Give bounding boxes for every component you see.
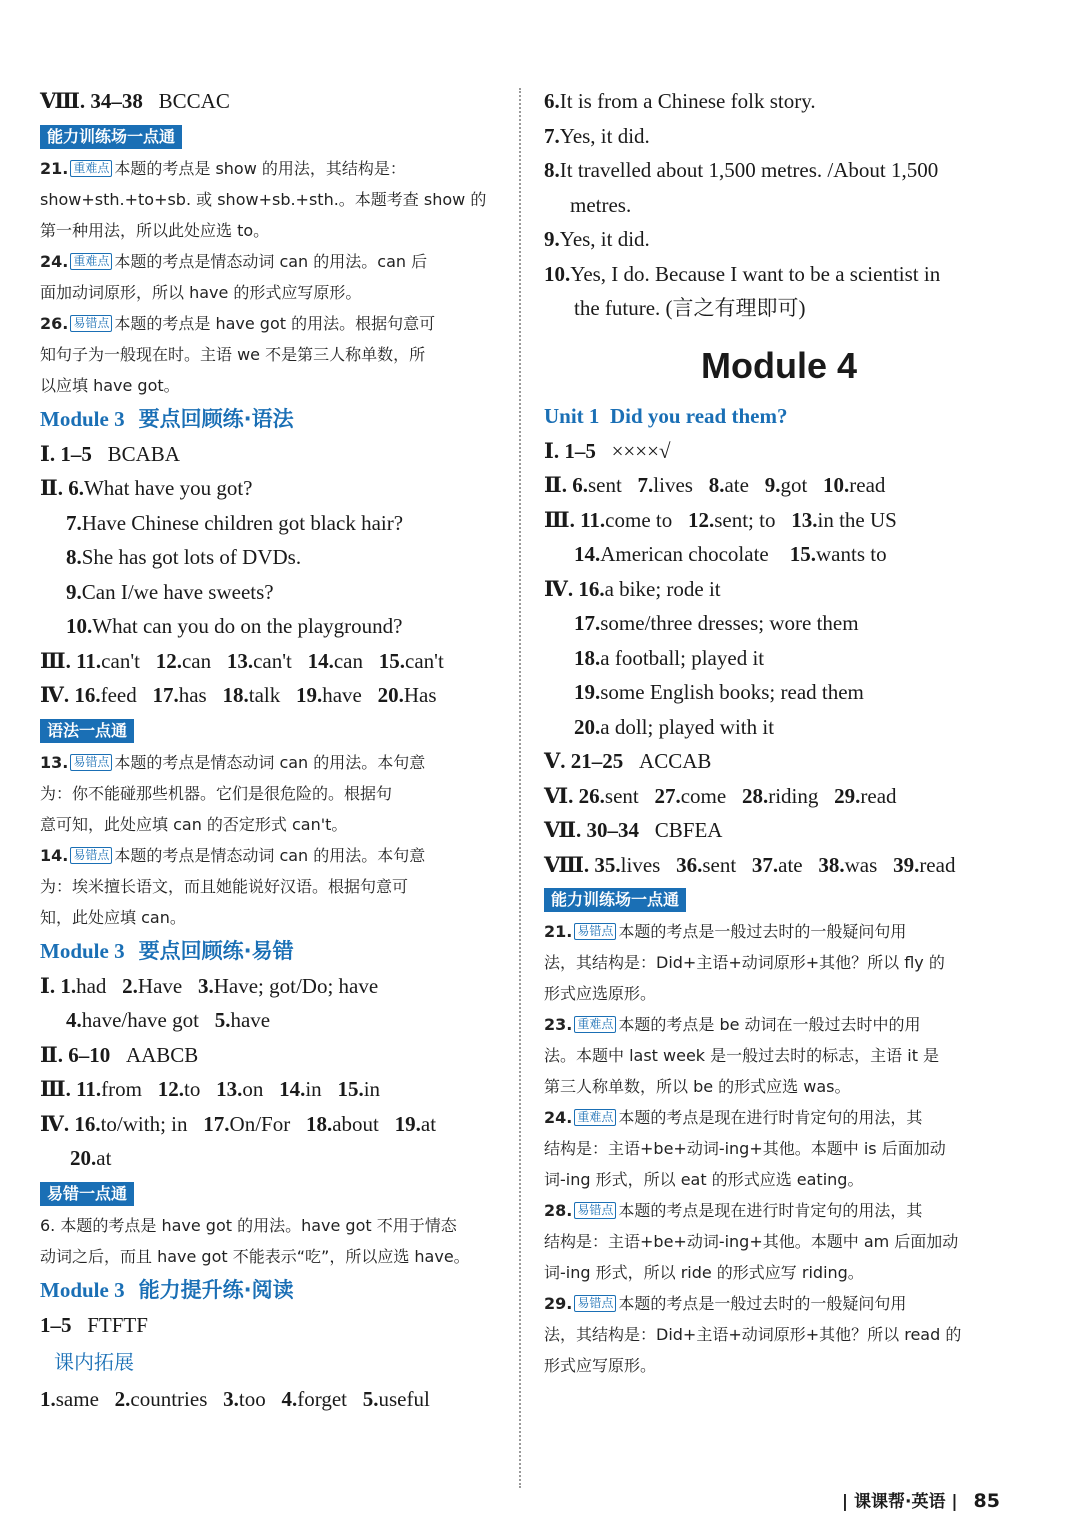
explanation-note: 29. 易错点 本题的考点是一般过去时的一般疑问句用 <box>544 1294 907 1313</box>
answer-line: Ⅷ. 34–38 BCCAC <box>40 89 230 113</box>
section-heading: Module 3 要点回顾练·易错 <box>40 938 294 963</box>
explanation-note: 法，其结构是：Did+主语+动词原形+其他？所以 read 的 <box>544 1325 962 1344</box>
explanation-note: 21. 重难点 本题的考点是 show 的用法，其结构是： <box>40 158 406 178</box>
answer-line: 20.a doll; played with it <box>574 714 775 739</box>
answer-line: Ⅱ. 6.What have you got? <box>40 476 253 500</box>
answer-line: Ⅲ. 11.can't 12.can 13.can't 14.can 15.can't <box>40 648 444 673</box>
difficulty-tag: 重难点 <box>70 253 112 270</box>
difficulty-tag: 易错点 <box>70 847 112 864</box>
explanation-note: 形式应选原形。 <box>544 984 657 1003</box>
difficulty-tag: 重难点 <box>70 160 112 177</box>
column-divider <box>519 88 521 1488</box>
explanation-note: 法，其结构是：Did+主语+动词原形+其他？所以 fly 的 <box>544 953 945 972</box>
answer-line: 17.some/three dresses; wore them <box>574 611 859 635</box>
explanation-note: 第一种用法，所以此处应选 to。 <box>40 220 270 240</box>
answer-line: Ⅰ. 1–5 ××××√ <box>544 438 671 463</box>
unit-heading: Unit 1 Did you read them? <box>544 403 788 428</box>
answer-line: Ⅷ. 35.lives 36.sent 37.ate 38.was 39.read <box>544 852 956 877</box>
explanation-note: 6. 本题的考点是 have got 的用法。have got 不用于情态 <box>40 1215 457 1235</box>
answer-line: 10.Yes, I do. Because I want to be a scientist in <box>544 261 941 286</box>
explanation-note: 21. 易错点 本题的考点是一般过去时的一般疑问句用 <box>544 922 907 941</box>
explanation-note: 26. 易错点 本题的考点是 have got 的用法。根据句意可 <box>40 313 436 333</box>
explanation-note: 为：埃米擅长语文，而且她能说好汉语。根据句意可 <box>40 876 409 896</box>
answer-line: 6.It is from a Chinese folk story. <box>544 89 816 113</box>
book-title: 课课帮·英语 <box>854 1492 946 1512</box>
explanation-note: 24. 重难点 本题的考点是现在进行时肯定句的用法，其 <box>544 1108 923 1127</box>
explanation-note: 为：你不能碰那些机器。它们是很危险的。根据句 <box>40 783 393 803</box>
right-column <box>544 84 1014 1381</box>
explanation-note: 第三人称单数，所以 be 的形式应选 was。 <box>544 1077 851 1096</box>
explanation-note: 24. 重难点 本题的考点是情态动词 can 的用法。can 后 <box>40 251 428 271</box>
answer-line: Ⅲ. 11.come to 12.sent; to 13.in the US <box>544 507 897 532</box>
difficulty-tag: 易错点 <box>574 1202 616 1219</box>
difficulty-tag: 易错点 <box>574 923 616 940</box>
answer-line: 19.some English books; read them <box>574 680 864 704</box>
explanation-note: 动词之后，而且 have got 不能表示“吃”，所以应选 have。 <box>40 1246 470 1266</box>
answer-line: 9.Can I/we have sweets? <box>66 579 274 604</box>
explanation-note: 知句子为一般现在时。主语 we 不是第三人称单数，所 <box>40 344 426 364</box>
answer-line: Ⅲ. 11.from 12.to 13.on 14.in 15.in <box>40 1077 381 1101</box>
explanation-note: 知，此处应填 can。 <box>40 907 186 927</box>
answer-line: the future. (言之有理即可) <box>574 296 806 320</box>
difficulty-tag: 重难点 <box>574 1109 616 1126</box>
answer-line: metres. <box>570 192 632 217</box>
answer-line: 8.It travelled about 1,500 metres. /About 1,500 <box>544 158 939 182</box>
explanation-note: 14. 易错点 本题的考点是情态动词 can 的用法。本句意 <box>40 845 426 865</box>
section-badge: 语法一点通 <box>40 719 134 743</box>
explanation-note: 28. 易错点 本题的考点是现在进行时肯定句的用法，其 <box>544 1201 923 1220</box>
answer-line: Ⅰ. 1.had 2.Have 3.Have; got/Do; have <box>40 973 379 998</box>
explanation-note: 词-ing 形式，所以 ride 的形式应写 riding。 <box>544 1263 864 1282</box>
answer-line: 1–5 FTFTF <box>40 1312 148 1337</box>
answer-line: 18.a football; played it <box>574 645 765 670</box>
answer-line: Ⅰ. 1–5 BCABA <box>40 441 180 466</box>
answer-line: 9.Yes, it did. <box>544 227 650 251</box>
explanation-note: 词-ing 形式，所以 eat 的形式应选 eating。 <box>544 1170 864 1189</box>
answer-line: 7.Have Chinese children got black hair? <box>66 510 404 535</box>
answer-line: Ⅳ. 16.to/with; in 17.On/For 18.about 19.at <box>40 1111 437 1136</box>
section-heading: Module 3 能力提升练·阅读 <box>40 1277 294 1302</box>
difficulty-tag: 易错点 <box>70 315 112 332</box>
answer-line: Ⅵ. 26.sent 27.come 28.riding 29.read <box>544 783 897 808</box>
explanation-note: 意可知，此处应填 can 的否定形式 can't。 <box>40 814 348 834</box>
explanation-note: 结构是：主语+be+动词-ing+其他。本题中 is 后面加动 <box>544 1139 946 1158</box>
answer-line: Ⅳ. 16.feed 17.has 18.talk 19.have 20.Has <box>40 683 437 707</box>
answer-line: Ⅴ. 21–25 ACCAB <box>544 749 712 773</box>
explanation-note: 法。本题中 last week 是一般过去时的标志，主语 it 是 <box>544 1046 940 1065</box>
answer-line: 20.at <box>70 1146 112 1170</box>
answer-line: 1.same 2.countries 3.too 4.forget 5.useful <box>40 1387 430 1411</box>
section-badge: 易错一点通 <box>40 1182 134 1206</box>
explanation-note: 形式应写原形。 <box>544 1356 657 1375</box>
explanation-note: 13. 易错点 本题的考点是情态动词 can 的用法。本句意 <box>40 752 426 772</box>
explanation-note: 面加动词原形，所以 have 的形式应写原形。 <box>40 282 362 302</box>
difficulty-tag: 易错点 <box>574 1295 616 1312</box>
section-badge: 能力训练场一点通 <box>544 888 686 912</box>
explanation-note: 23. 重难点 本题的考点是 be 动词在一般过去时中的用 <box>544 1015 921 1034</box>
answer-line: Ⅶ. 30–34 CBFEA <box>544 818 723 842</box>
section-badge: 能力训练场一点通 <box>40 125 182 149</box>
answer-line: 8.She has got lots of DVDs. <box>66 545 302 569</box>
answer-line: 14.American chocolate 15.wants to <box>574 542 887 566</box>
answer-line: 10.What can you do on the playground? <box>66 614 403 638</box>
answer-line: Ⅱ. 6.sent 7.lives 8.ate 9.got 10.read <box>544 473 886 497</box>
extension-heading: 课内拓展 <box>54 1350 134 1374</box>
explanation-note: show+sth.+to+sb. 或 show+sb.+sth.。本题考查 show 的 <box>40 189 487 209</box>
explanation-note: 以应填 have got。 <box>40 375 180 395</box>
answer-line: Ⅱ. 6–10 AABCB <box>40 1042 199 1067</box>
difficulty-tag: 易错点 <box>70 754 112 771</box>
page-footer: | 课课帮·英语 | 85 <box>841 1490 1000 1512</box>
difficulty-tag: 重难点 <box>574 1016 616 1033</box>
answer-line: 7.Yes, it did. <box>544 123 650 148</box>
answer-line: Ⅳ. 16.a bike; rode it <box>544 576 721 601</box>
section-heading: Module 3 要点回顾练·语法 <box>40 406 294 431</box>
explanation-note: 结构是：主语+be+动词-ing+其他。本题中 am 后面加动 <box>544 1232 959 1251</box>
answer-line: 4.have/have got 5.have <box>66 1008 271 1032</box>
page-number: 85 <box>973 1490 1000 1512</box>
module-title: Module 4 <box>700 344 857 386</box>
left-column <box>40 84 510 1417</box>
